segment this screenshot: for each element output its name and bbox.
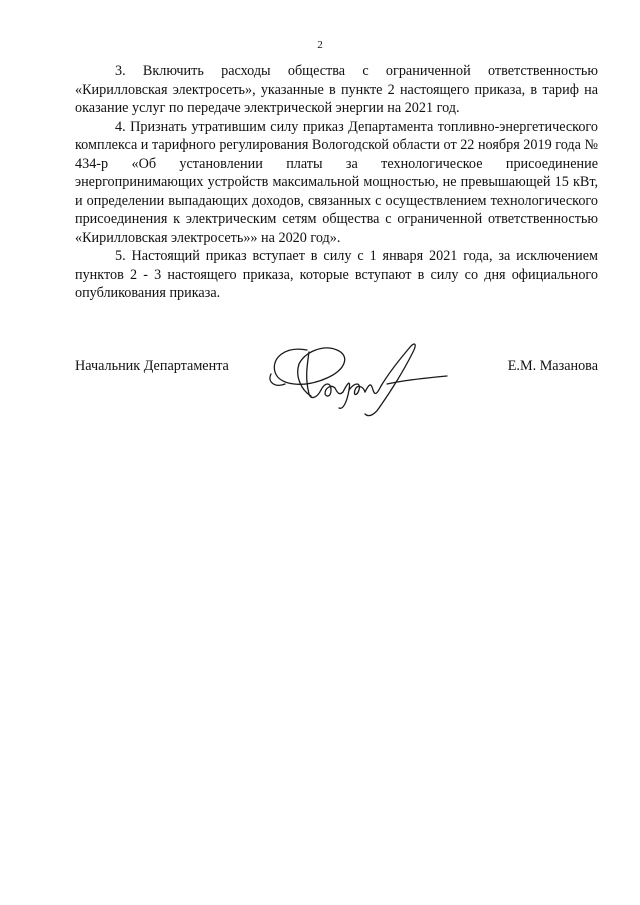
signatory-position: Начальник Департамента [75,358,229,374]
page-number: 2 [317,39,323,51]
paragraph-item-4: 4. Признать утратившим силу приказ Департамента топливно-энергетического комплекса и тарифного регулирования Вологодской области от 22 ноября 2019 года № 434-р «Об установлении платы за технологическое присоединение энергопринимающих устройств максимальной мощностью, не превышающей 15 кВт, и определении выпадающих доходов, связанных с осуществлением технологического присоединения к электрическим сетям общества с ограниченной ответственностью «Кирилловская электросеть»» на 2020 год». [75,118,598,246]
handwritten-signature-image [265,338,465,428]
paragraph-item-3: 3. Включить расходы общества с ограниченной ответственностью «Кирилловская электросеть», указанные в пункте 2 настоящего приказа, в тариф на оказание услуг по передаче электрической энергии на 2021 год. [75,63,598,116]
paragraph-item-5: 5. Настоящий приказ вступает в силу с 1 января 2021 года, за исключением пунктов 2 - 3 настоящего приказа, которые вступают в силу со дня официального опубликования приказа. [75,248,598,301]
document-body [75,62,598,303]
signatory-name: Е.М. Мазанова [507,358,598,374]
signature-block [75,338,598,428]
